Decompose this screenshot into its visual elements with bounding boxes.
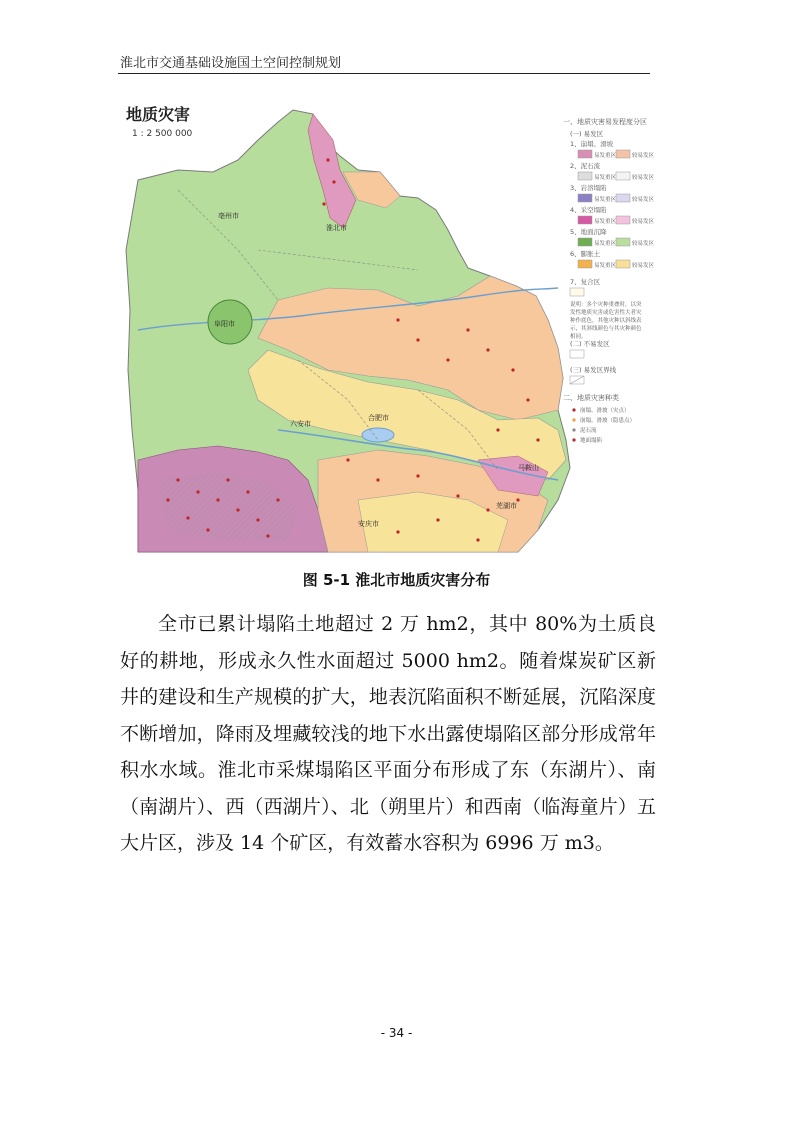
legend-group-name: 4、采空塌陷 — [570, 206, 607, 214]
city-label-luan: 六安市 — [290, 420, 311, 428]
legend-swatch — [616, 216, 630, 224]
legend-swatch — [616, 194, 630, 202]
legend-swatch-label: 易发重区 — [594, 219, 617, 225]
legend-note-line: 示，其斜线颜色与其灾种颜色 — [570, 326, 642, 332]
legend-type-label: 泥石流 — [580, 428, 597, 434]
legend-swatch — [578, 194, 592, 202]
city-label-huaibei: 淮北市 — [326, 224, 347, 232]
legend-type-label: 崩塌、滑坡（灾点） — [580, 408, 630, 414]
city-label-anqing: 安庆市 — [358, 520, 379, 528]
legend-group-name: 6、膨胀土 — [570, 250, 601, 258]
legend-swatch — [578, 172, 592, 180]
legend-swatch-composite — [570, 288, 584, 296]
legend-type-dot — [572, 418, 575, 421]
city-label-fuyang: 阜阳市 — [214, 320, 235, 328]
map-scale: 1 : 2 500 000 — [132, 129, 193, 139]
legend-section1: 一、地质灾害易发程度分区 — [563, 118, 647, 126]
legend-note-line: 相同。 — [570, 334, 587, 340]
legend-swatch-label: 易发重区 — [594, 263, 617, 269]
legend-swatch — [578, 260, 592, 268]
legend-note-line: 说明：多个灾种重叠时，以突 — [570, 302, 642, 308]
legend-note-line: 种作底色，其他灾种以斜线表 — [570, 318, 642, 324]
legend-group-name: 2、泥石流 — [570, 162, 601, 170]
header-rule — [118, 73, 650, 74]
legend-sub3: (三) 易发区界线 — [570, 366, 617, 374]
city-label-hefei: 合肥市 — [368, 414, 389, 422]
legend-swatch-label: 较易发区 — [632, 175, 655, 181]
legend-swatch-label: 较易发区 — [632, 219, 655, 225]
legend-note-line: 发性地质灾害或危害性大者灾 — [570, 310, 642, 316]
legend-swatch-label: 较易发区 — [632, 263, 655, 269]
legend-swatch-label: 易发重区 — [594, 153, 617, 159]
legend-swatch — [578, 238, 592, 246]
body-paragraph: 全市已累计塌陷土地超过 2 万 hm2，其中 80%为土质良好的耕地，形成永久性水面超过 5000 hm2。随着煤炭矿区新井的建设和生产规模的扩大，地表沉陷面积不断延展，沉陷深度不断增加，降雨及埋藏较浅的地下水出露使塌陷区部分形成常年积水水域。淮北市采煤塌陷区平面分布形成了东（东湖片）、南（南湖片）、西（西湖片）、北（朔里片）和西南（临海童片）五大片区，涉及 14 个矿区，有效蓄水容积为 6996 万 m3。 — [120, 613, 656, 854]
figure-caption: 图 5-1 淮北市地质灾害分布 — [302, 571, 491, 589]
legend-sub1: (一) 易发区 — [570, 130, 604, 138]
legend-swatch — [616, 238, 630, 246]
legend-composite: 7、复合区 — [570, 278, 601, 286]
legend-note — [570, 300, 642, 340]
legend-type-dot — [572, 408, 575, 411]
legend-swatch-nonhazard — [570, 350, 584, 358]
geologic-hazard-map — [118, 100, 655, 552]
legend-swatch — [616, 150, 630, 158]
legend-swatch — [616, 260, 630, 268]
page-number: - 34 - — [380, 1026, 413, 1040]
map-lake-chaohu — [362, 428, 394, 442]
legend-swatch — [578, 216, 592, 224]
legend-group-name: 5、地面沉降 — [570, 228, 607, 236]
legend-swatch — [578, 150, 592, 158]
city-label-bozhou: 亳州市 — [218, 212, 239, 220]
legend-type-label: 崩塌、滑坡（隐患点） — [580, 418, 636, 424]
legend-section2: 二、地质灾害种类 — [563, 394, 619, 402]
city-label-maanshan: 马鞍山 — [518, 464, 539, 472]
legend-type-label: 地面塌陷 — [580, 438, 603, 444]
legend-swatch-label: 较易发区 — [632, 197, 655, 203]
legend-type-dot — [572, 438, 575, 441]
legend-swatch-label: 易发重区 — [594, 197, 617, 203]
map-legend — [563, 117, 655, 444]
legend-group-name: 3、岩溶塌陷 — [570, 184, 607, 192]
legend-swatch-label: 易发重区 — [594, 241, 617, 247]
legend-swatch-label: 较易发区 — [632, 153, 655, 159]
legend-type-dot — [572, 428, 575, 431]
legend-swatch-label: 较易发区 — [632, 241, 655, 247]
legend-swatch-label: 易发重区 — [594, 175, 617, 181]
city-label-wuhu: 芜湖市 — [496, 502, 517, 510]
page-header-title: 淮北市交通基础设施国土空间控制规划 — [120, 56, 342, 71]
legend-group-name: 1、崩塌、滑坡 — [570, 140, 614, 148]
legend-swatch — [616, 172, 630, 180]
map-title: 地质灾害 — [126, 105, 191, 124]
legend-sub2: (二) 不易发区 — [570, 340, 610, 348]
